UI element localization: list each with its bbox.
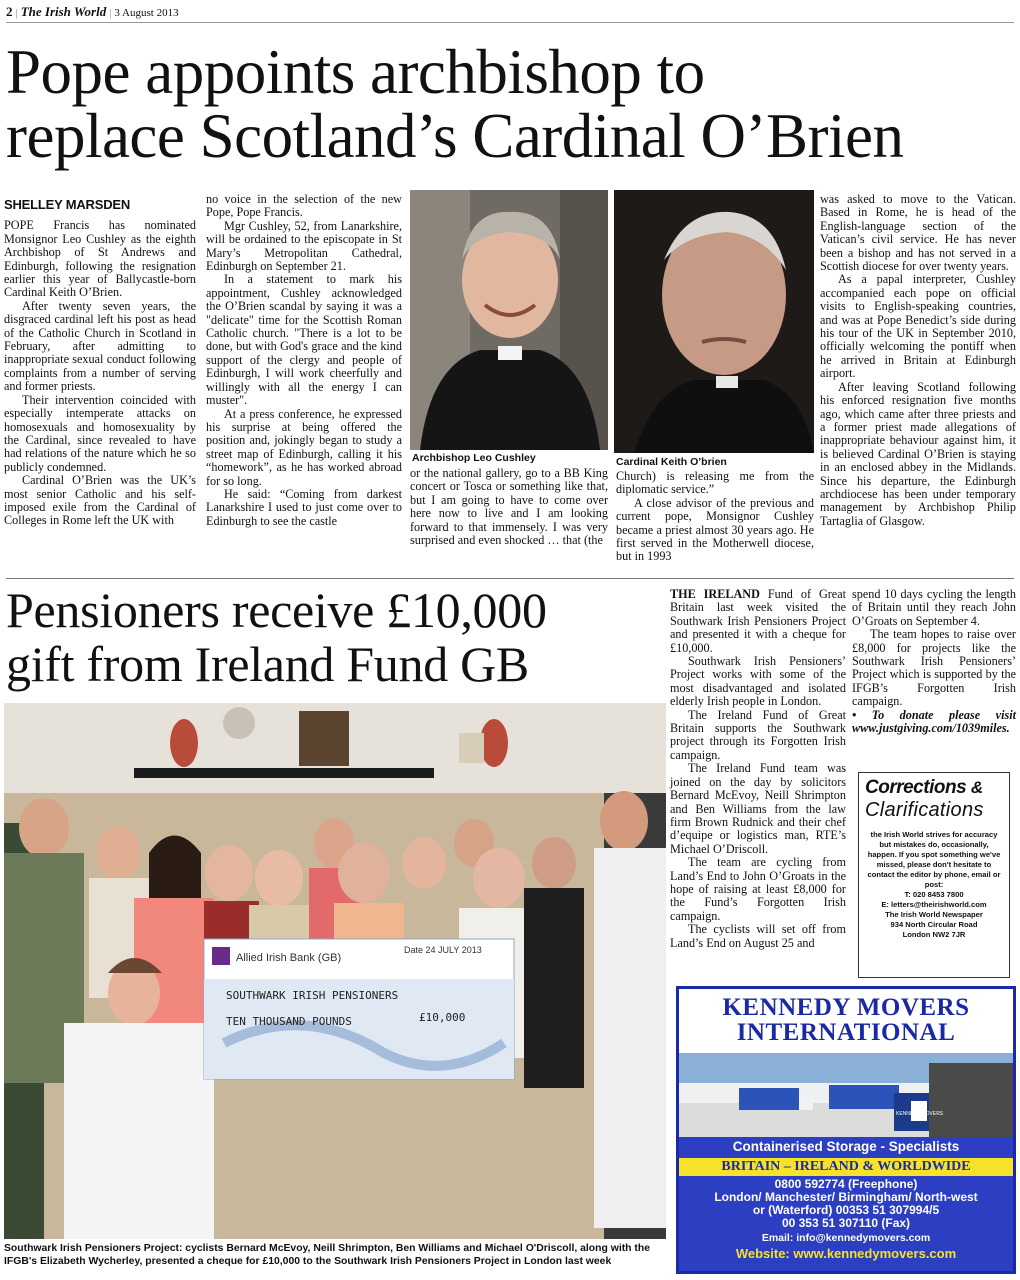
corrections-box: Corrections & Clarifications the Irish World strives for accuracy but mistakes do, occasionally, happen. If you spot something we've missed, please don't hesitate to contact the editor by phone, email or post: T: 020 8453 7800 E: letters@theirishworld.com The Irish World Newspaper 934 North Circular Road London NW2 7JR [858, 772, 1010, 978]
story2-colA: THE IRELAND Fund of Great Britain last week visited the Southwark Irish Pensioners Project and presented it with a cheque for £10,000. Southwark Irish Pensioners’ Project works with some of the most disadvantaged and isolated elderly Irish people in London. The Ireland Fund of Great Britain supports the Southwark project through its Forgotten Irish campaign. The Ireland Fund team was joined on the day by solicitors Bernard McEvoy, Neill Shrimpton and Ben Williams from the law firm Brown Rudnick and their chef d’equipe or logistics man, RTE’s Michael O’Driscoll. The team are cycling from Land’s End to John O’Groats in the hope of raising at least £8,000 for the Fund’s Forgotten Irish campaign. The cyclists will set off from Land’s End on August 25 and [670, 587, 847, 950]
ad-title-line1: KENNEDY MOVERS [722, 994, 970, 1021]
ad-fax: 00 353 51 307110 (Fax) [781, 1216, 911, 1230]
story1-col3: or the national gallery, go to a BB King concert or Tosca or something like that, but I am going to have to come over here now to live and I am looking forward to that immensely. I was very surprised and even shocked … that (the [410, 466, 608, 548]
story2-colB: spend 10 days cycling the length of Britain until they reach John O’Groats on September 4. The team hopes to raise over £8,000 for projects like the Southwark Irish Pensioners’ Project which is supported by the IFGB’s Forgotten Irish campaign. • To donate please visit www.justgiving.com/1039miles. [852, 587, 1016, 736]
pensioners-group-photo [4, 703, 666, 1239]
issue-date: 3 August 2013 [114, 7, 179, 19]
page-number: 2 [6, 4, 13, 19]
ad-waterford[interactable]: or (Waterford) 00353 51 307994/5 [752, 1203, 940, 1217]
cardinal-photo [614, 190, 814, 453]
page-folio: 2 | The Irish World | 3 August 2013 [6, 4, 179, 19]
ad-freephone[interactable]: 0800 592774 (Freephone) [774, 1177, 918, 1191]
story1-col5: was asked to move to the Vatican. Based in Rome, he is head of the English-language section of the Vatican’s civil service. He has never been a bishop and has not served in a Scottish diocese for over twenty years. As a papal interpreter, Cushley accompanied each pope on official visits to English-speaking countries, and was at Pope Benedict’s side during his tour of the UK in September 2010, officially welcoming the pontiff when he arrived in Britain at Edinburgh airport. After leaving Scotland following his enforced resignation five months ago, which came after three priests and a former priest made allegations of inappropriate behaviour against him, it is believed Cardinal O’Brien is staying in an enclosed abbey in the Midlands. Since his departure, the Edinburgh archdiocese has been under temporary management by Archbishop Philip Tartaglia of Glasgow. [820, 192, 1016, 528]
story1-col4: Church) is releasing me from the diplomatic service.” A close advisor of the previous and current pope, Monsignor Cushley became a priest almost 30 years ago. He first served in the Motherwell diocese, but in 1993 [616, 469, 814, 564]
cheque-date: Date 24 JULY 2013 [404, 945, 482, 955]
story1-col1: SHELLEY MARSDEN POPE Francis has nominated Monsignor Leo Cushley as the eighth Archbishop of St Andrews and Edinburgh, following the resignation earlier this year of Ballycastle-born Cardinal Keith O’Brien. After twenty seven years, the disgraced cardinal left his post as head of the Catholic Church in Scotland in February, after admitting to inappropriate sexual conduct following complaints from a number of serving and former priests. Their intervention coincided with especially intemperate attacks on homosexuals and homosexuality by the Cardinal, since revealed to have had relations of the nature which he so publicly condemned. Cardinal O’Brien was the UK’s most senior Catholic and his self-imposed exile from the Cardinal of Colleges in Rome left the UK with [4, 197, 196, 528]
cheque-bank: Allied Irish Bank (GB) [236, 952, 342, 964]
ad-website[interactable]: Website: www.kennedymovers.com [735, 1246, 957, 1261]
corrections-email[interactable]: E: letters@theirishworld.com [881, 900, 987, 909]
ad-offices: London/ Manchester/ Birmingham/ North-west [714, 1190, 978, 1204]
ad-email[interactable]: Email: info@kennedymovers.com [761, 1232, 931, 1244]
kennedy-movers-ad[interactable] [676, 986, 1016, 1274]
ad-title-line2: INTERNATIONAL [736, 1019, 956, 1046]
story2-headline: Pensioners receive £10,000 gift from Ireland Fund GB [6, 582, 547, 692]
ad-truck-text: KENNEDY MOVERS [896, 1111, 944, 1117]
corrections-body: the Irish World strives for accuracy but mistakes do, occasionally, happen. If you spot something we've missed, please don't hesitate to contact the editor by phone, email or post: [867, 830, 1001, 889]
story1-col2: no voice in the selection of the new Pope, Pope Francis. Mgr Cushley, 52, from Lanarkshire, will be ordained to the episcopate in St Mary’s Metropolitan Cathedral, Edinburgh on September 21. In a statement to mark his appointment, Cushley acknowledged the O’Brien scandal by saying it was a "delicate" time for the Scottish Roman Catholic church. "There is a lot to be done, but with God's grace and the kind support of the clergy and people of Edinburgh, I will work cheerfully and willingly with all the energy I can muster". At a press conference, he expressed his surprise at being offered the position and, jokingly began to study a street map of Edinburgh, calling it his “homework”, as he has worked abroad for so long. He said: “Coming from darkest Lanarkshire I used to just come over to Edinburgh to see the castle [206, 192, 402, 528]
ad-region: BRITAIN – IRELAND & WORLDWIDE [679, 1158, 1013, 1176]
section-divider [6, 578, 1014, 579]
corrections-tel[interactable]: T: 020 8453 7800 [904, 890, 964, 899]
archbishop-photo-caption: Archbishop Leo Cushley [412, 452, 536, 464]
cardinal-photo-caption: Cardinal Keith O’brien [616, 456, 727, 468]
ad-trucks-photo [679, 1053, 1013, 1137]
story1-headline: Pope appoints archbishop to replace Scotland’s Cardinal O’Brien [6, 37, 904, 171]
donate-link[interactable]: • To donate please visit www.justgiving.com/1039miles. [852, 707, 1016, 736]
ad-tagline: Containerised Storage - Specialists [732, 1139, 960, 1154]
paper-name: The Irish World [20, 4, 107, 19]
group-photo-caption: Southwark Irish Pensioners Project: cyclists Bernard McEvoy, Neill Shrimpton, Ben Williams and Michael O'Driscoll, along with the IFGB's Elizabeth Wycherley, presented a cheque for £10,000 to the Southwark Irish Pensioners Project in London last week [4, 1243, 650, 1267]
archbishop-photo [410, 190, 608, 450]
story2-lead: THE IRELAND [670, 587, 760, 601]
byline: SHELLEY MARSDEN [4, 197, 131, 212]
cheque-amount-words: TEN THOUSAND POUNDS [226, 1015, 352, 1028]
corrections-title: Corrections [865, 777, 967, 798]
top-rule [6, 22, 1014, 23]
cheque-amount: £10,000 [419, 1011, 466, 1024]
cheque-payee: SOUTHWARK IRISH PENSIONERS [226, 989, 399, 1002]
clarifications-title: Clarifications [865, 799, 984, 821]
